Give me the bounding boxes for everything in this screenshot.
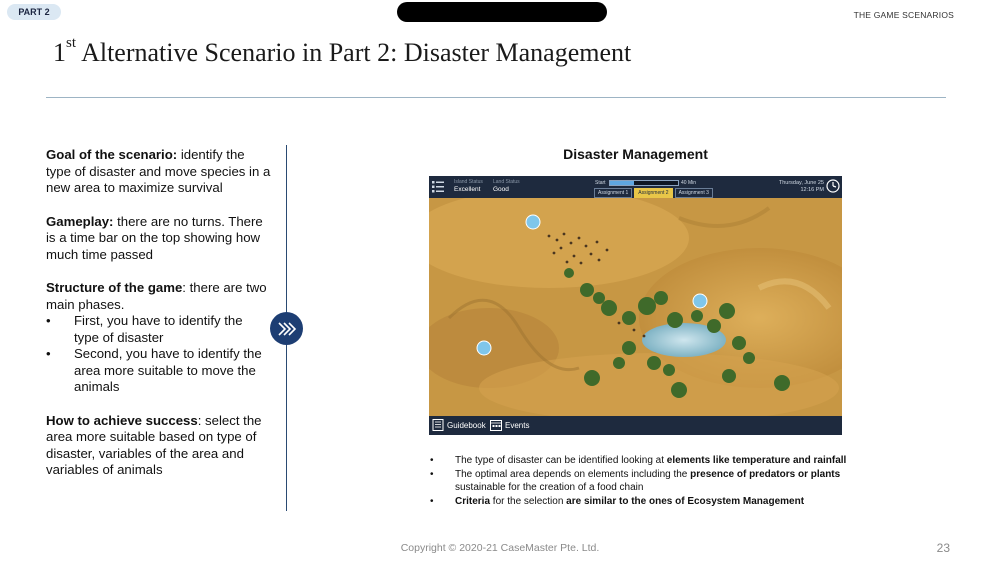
goal-label: Goal of the scenario: [46,147,178,162]
events-icon [490,419,502,431]
menu-icon[interactable] [432,180,444,194]
time-bar-fill [610,181,634,185]
gameplay-text: there are no turns. There is a time bar on the top showing how much time passed [46,213,263,262]
time-start-label: Start [595,180,606,186]
insight-item [430,468,850,494]
island-status [454,179,483,193]
success-text: : select the area more suitable based on type of disaster, variables of the area and variables of animals [46,412,262,477]
redaction-bar [397,2,607,22]
insight-item [430,454,850,467]
insight-text: for the selection [490,496,567,507]
tab-assignment-3[interactable]: Assignment 3 [675,188,713,198]
map-marker[interactable] [477,341,491,355]
gameplay-label: Gameplay: [46,213,114,229]
island-status-label: Island Status [454,179,483,185]
land-status-label: Land Status [493,179,520,185]
guidebook-label: Guidebook [447,420,486,430]
structure-text: : there are two main phases. [46,280,267,312]
insight-bold: presence of predators or plants [690,469,841,480]
map-marker[interactable] [526,215,540,229]
events-button[interactable] [490,419,529,431]
time-end-label: 40 Min [681,180,697,186]
phase-item: • Second, you have to identify the area more suitable to move the animals [46,346,271,396]
scenario-description [46,147,271,496]
chevron-right-icon [270,312,303,345]
desert-map[interactable] [429,198,842,416]
tab-assignment-1[interactable]: Assignment 1 [594,188,632,198]
title-text: Alternative Scenario in Part 2: Disaster Management [76,38,632,67]
title-divider [46,97,946,98]
phase-list [46,313,271,396]
success-paragraph [46,413,271,479]
insight-item [430,495,850,508]
goal-paragraph [46,147,271,197]
guidebook-icon [432,419,444,431]
goal-text: identify the type of disaster and move species in a new area to maximize survival [46,147,271,195]
title-ordinal: 1 [53,38,66,67]
page-title [53,35,632,68]
gameplay-paragraph [46,214,271,264]
land-status-value: Good [493,186,509,193]
game-time: 12:16 PM [800,187,824,193]
insight-bold: are similar to the ones of Ecosystem Management [566,496,805,507]
map-marker[interactable] [693,294,707,308]
structure-paragraph [46,280,271,313]
insight-list [430,454,850,509]
insight-text: The type of disaster can be identified looking at [455,455,667,466]
game-datetime [779,180,824,194]
game-date: Thursday, June 25 [778,180,824,186]
title-ordinal-suffix: st [66,35,77,51]
insight-bold: elements like temperature and rainfall [666,455,847,466]
guidebook-button[interactable] [432,419,486,431]
tab-assignment-2[interactable]: Assignment 2 [634,188,672,198]
success-label: How to achieve success [46,412,198,428]
insight-text: sustainable for the creation of a food chain [455,482,644,493]
game-topbar [429,176,842,198]
screenshot-title: Disaster Management [563,146,708,162]
copyright: Copyright © 2020-21 CaseMaster Pte. Ltd. [400,542,600,554]
events-label: Events [505,420,530,430]
island-status-value: Excellent [454,186,481,193]
insight-text: The optimal area depends on elements including the [455,469,691,480]
clock-icon [826,179,840,193]
game-screenshot [429,176,842,435]
phase-item: • First, you have to identify the type of disaster [46,313,271,346]
insight-bold: Criteria [455,496,491,507]
part-badge: PART 2 [7,4,61,20]
section-label: THE GAME SCENARIOS [853,10,954,20]
game-bottombar [429,416,842,435]
assignment-tabs [594,188,713,198]
time-bar [609,180,679,186]
land-status [493,179,520,193]
page-number: 23 [936,541,950,555]
structure-label: Structure of the game [46,280,183,295]
